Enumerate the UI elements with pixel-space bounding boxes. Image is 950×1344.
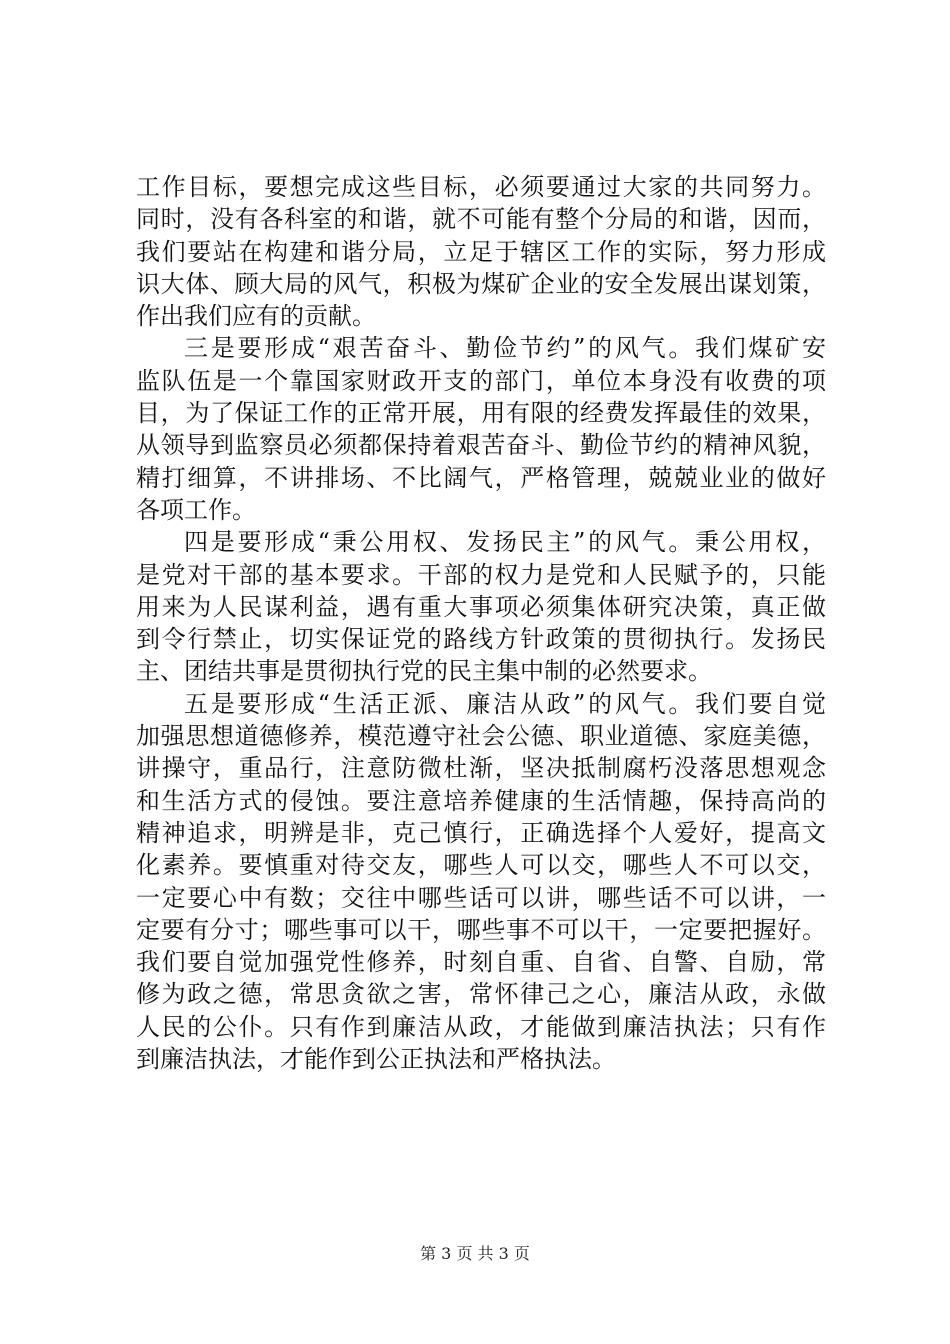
text-line: 化素养。要慎重对待交友，哪些人可以交，哪些人不可以交， <box>136 851 826 880</box>
text-line: 是党对干部的基本要求。干部的权力是党和人民赋予的，只能 <box>136 560 826 589</box>
text-line: 监队伍是一个靠国家财政开支的部门，单位本身没有收费的项 <box>136 366 826 395</box>
text-line: 到廉洁执法，才能作到公正执法和严格执法。 <box>136 1045 616 1074</box>
text-line: 识大体、顾大局的风气，积极为煤矿企业的安全发展出谋划策， <box>136 269 826 298</box>
text-line: 精神追求，明辨是非，克己慎行，正确选择个人爱好，提高文 <box>136 818 826 847</box>
text-line: 从领导到监察员必须都保持着艰苦奋斗、勤俭节约的精神风貌， <box>136 431 826 460</box>
text-line: 精打细算，不讲排场、不比阔气，严格管理，兢兢业业的做好 <box>136 463 826 492</box>
text-line: 我们要自觉加强党性修养，时刻自重、自省、自警、自励，常 <box>136 948 826 977</box>
text-line: 一定要心中有数；交往中哪些话可以讲，哪些话不可以讲，一 <box>136 883 826 912</box>
text-line: 主、团结共事是贯彻执行党的民主集中制的必然要求。 <box>136 657 712 686</box>
text-line: 加强思想道德修养，模范遵守社会公德、职业道德、家庭美德， <box>136 722 826 751</box>
text-line: 讲操守，重品行，注意防微杜渐，坚决抵制腐朽没落思想观念 <box>136 754 826 783</box>
text-line: 我们要站在构建和谐分局，立足于辖区工作的实际，努力形成 <box>136 237 826 266</box>
text-line: 用来为人民谋利益，遇有重大事项必须集体研究决策，真正做 <box>136 592 826 621</box>
text-line: 定要有分寸；哪些事可以干，哪些事不可以干，一定要把握好。 <box>136 915 826 944</box>
text-line: 修为政之德，常思贪欲之害，常怀律己之心，廉洁从政，永做 <box>136 980 826 1009</box>
text-line: 四是要形成“秉公用权、发扬民主”的风气。秉公用权， <box>184 528 826 557</box>
document-body <box>136 171 826 1075</box>
page-footer: 第 3 页 共 3 页 <box>420 1244 530 1263</box>
text-line: 目，为了保证工作的正常开展，用有限的经费发挥最佳的效果， <box>136 399 826 428</box>
text-line: 同时，没有各科室的和谐，就不可能有整个分局的和谐，因而， <box>136 205 826 234</box>
text-line: 人民的公仆。只有作到廉洁从政，才能做到廉洁执法；只有作 <box>136 1012 826 1041</box>
text-line: 作出我们应有的贡献。 <box>136 302 376 331</box>
text-line: 到令行禁止，切实保证党的路线方针政策的贯彻执行。发扬民 <box>136 625 826 654</box>
text-line: 和生活方式的侵蚀。要注意培养健康的生活情趣，保持高尚的 <box>136 786 826 815</box>
text-line: 五是要形成“生活正派、廉洁从政”的风气。我们要自觉 <box>184 689 826 718</box>
text-line: 各项工作。 <box>136 495 256 524</box>
text-line: 工作目标，要想完成这些目标，必须要通过大家的共同努力。 <box>136 173 826 201</box>
text-line: 三是要形成“艰苦奋斗、勤俭节约”的风气。我们煤矿安 <box>184 334 826 363</box>
